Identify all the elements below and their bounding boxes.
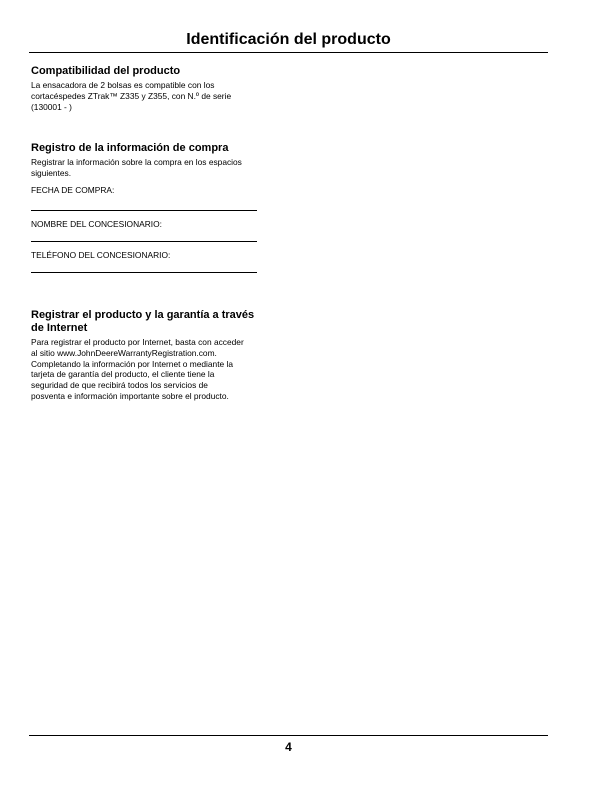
purchase-record-text [31,157,281,179]
compatibility-line: (130001 - ) [31,101,72,112]
purchase-record-line: Registrar la información sobre la compra en los espacios [31,157,242,167]
dealer-phone-field[interactable] [31,250,281,273]
online-registration-line: Completando la información por Internet o mediante la [31,358,234,369]
online-registration-section [31,309,281,402]
purchase-record-heading: Registro de la información de compra [31,142,229,154]
dealer-name-field[interactable] [31,219,281,242]
compatibility-line: cortacéspedes ZTrak™ Z335 y Z355, con N.º de serie [31,90,232,101]
purchase-record-line: siguientes. [31,167,72,178]
dealer-phone-line[interactable] [31,272,257,273]
compatibility-heading: Compatibilidad del producto [31,65,181,77]
header-rule [29,52,548,53]
page-number: 4 [285,740,292,754]
purchase-date-field[interactable] [31,185,281,212]
online-registration-line: tarjeta de garantía del producto, el cliente tiene la [31,369,215,380]
dealer-name-line[interactable] [31,241,257,242]
online-registration-line: posventa e información importante sobre el producto. [31,390,229,401]
footer-rule [29,735,548,736]
page-title: Identificación del producto [186,31,391,48]
compatibility-line: La ensacadora de 2 bolsas es compatible con los [31,80,215,90]
online-registration-line: al sitio www.JohnDeereWarrantyRegistration.com. [31,347,217,358]
online-registration-line: Para registrar el producto por Internet, basta con acceder [31,337,244,347]
online-registration-heading-line: Registrar el producto y la garantía a través [31,309,255,321]
purchase-date-label: FECHA DE COMPRA: [31,184,115,195]
compatibility-text [31,80,281,112]
purchase-date-line[interactable] [31,210,257,211]
online-registration-text [31,337,281,402]
purchase-record-section [31,142,281,273]
online-registration-heading-line: de Internet [31,322,88,334]
dealer-phone-label: TELÉFONO DEL CONCESIONARIO: [31,250,171,261]
online-registration-line: seguridad de que recibirá todos los servicios de [31,380,208,391]
compatibility-section [31,65,281,112]
dealer-name-label: NOMBRE DEL CONCESIONARIO: [31,219,162,230]
online-registration-heading [31,309,281,335]
